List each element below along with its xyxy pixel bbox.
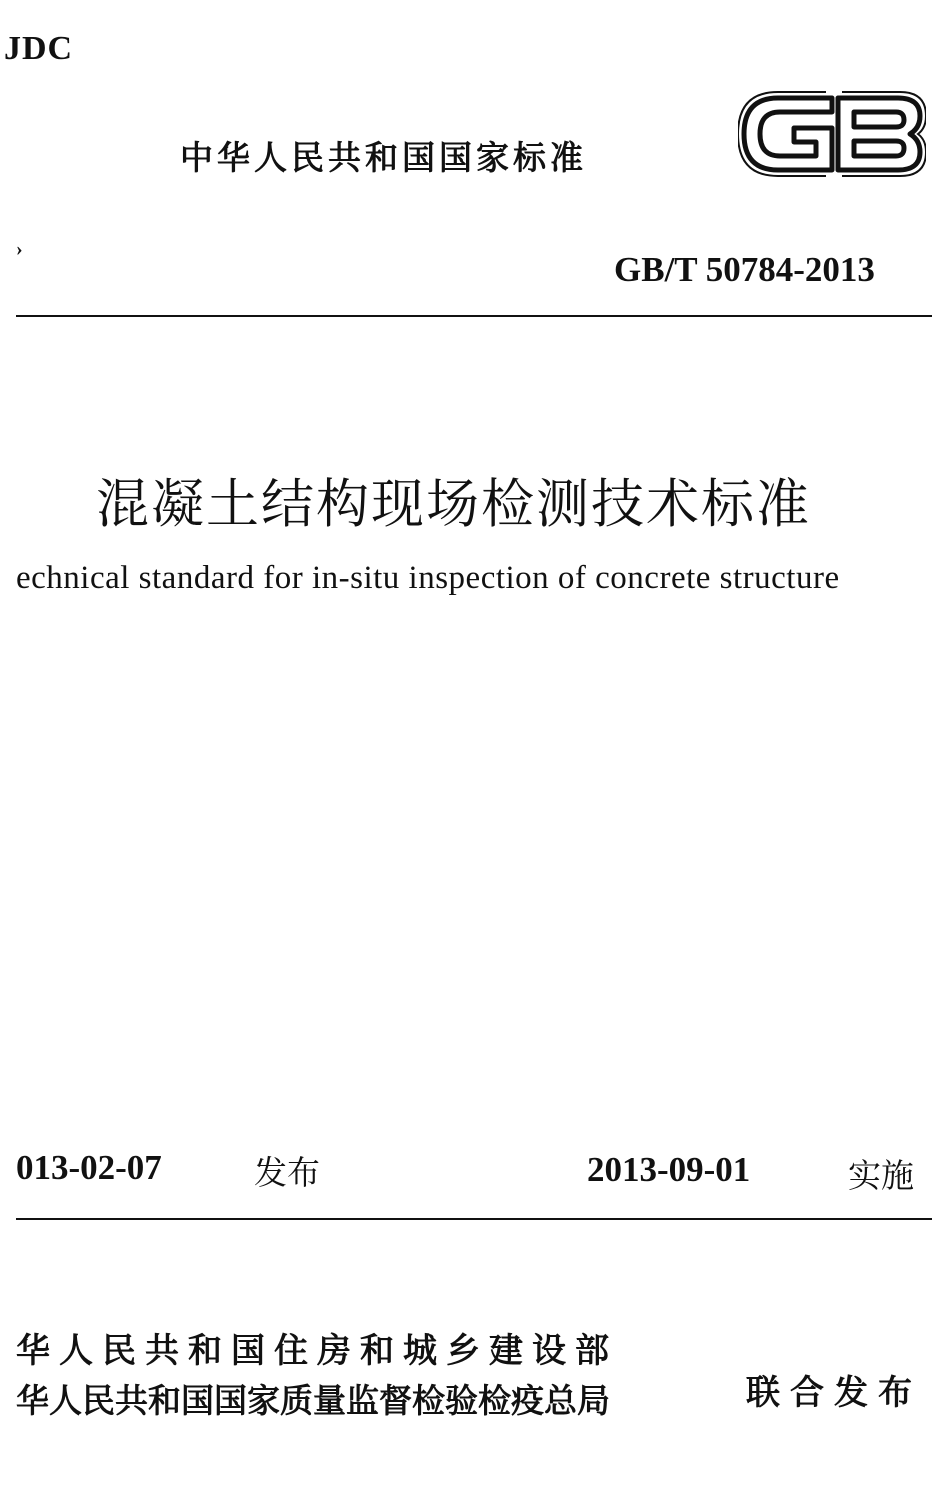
title-english: echnical standard for in-situ inspection of concrete structure [16,560,840,596]
bottom-divider [16,1218,932,1220]
title-chinese: 混凝土结构现场检测技术标准 [96,474,811,535]
national-standard-heading: 中华人民共和国国家标准 [180,138,587,177]
issue-date: 013-02-07 [16,1148,162,1187]
publisher-ministry: 华人民共和国住房和城乡建设部 [16,1331,618,1371]
issue-label: 发布 [254,1153,320,1192]
gb-logo [738,88,926,180]
implementation-date: 2013-09-01 [587,1150,751,1189]
publisher-aqsiq: 华人民共和国国家质量监督检验检疫总局 [16,1381,610,1420]
joint-issue-label: 联合发布 [746,1373,922,1413]
top-divider [16,315,932,317]
standard-code: GB/T 50784-2013 [614,250,875,289]
implementation-label: 实施 [848,1156,914,1195]
ics-mark: › [16,238,23,260]
udc-code: JDC [4,30,74,67]
